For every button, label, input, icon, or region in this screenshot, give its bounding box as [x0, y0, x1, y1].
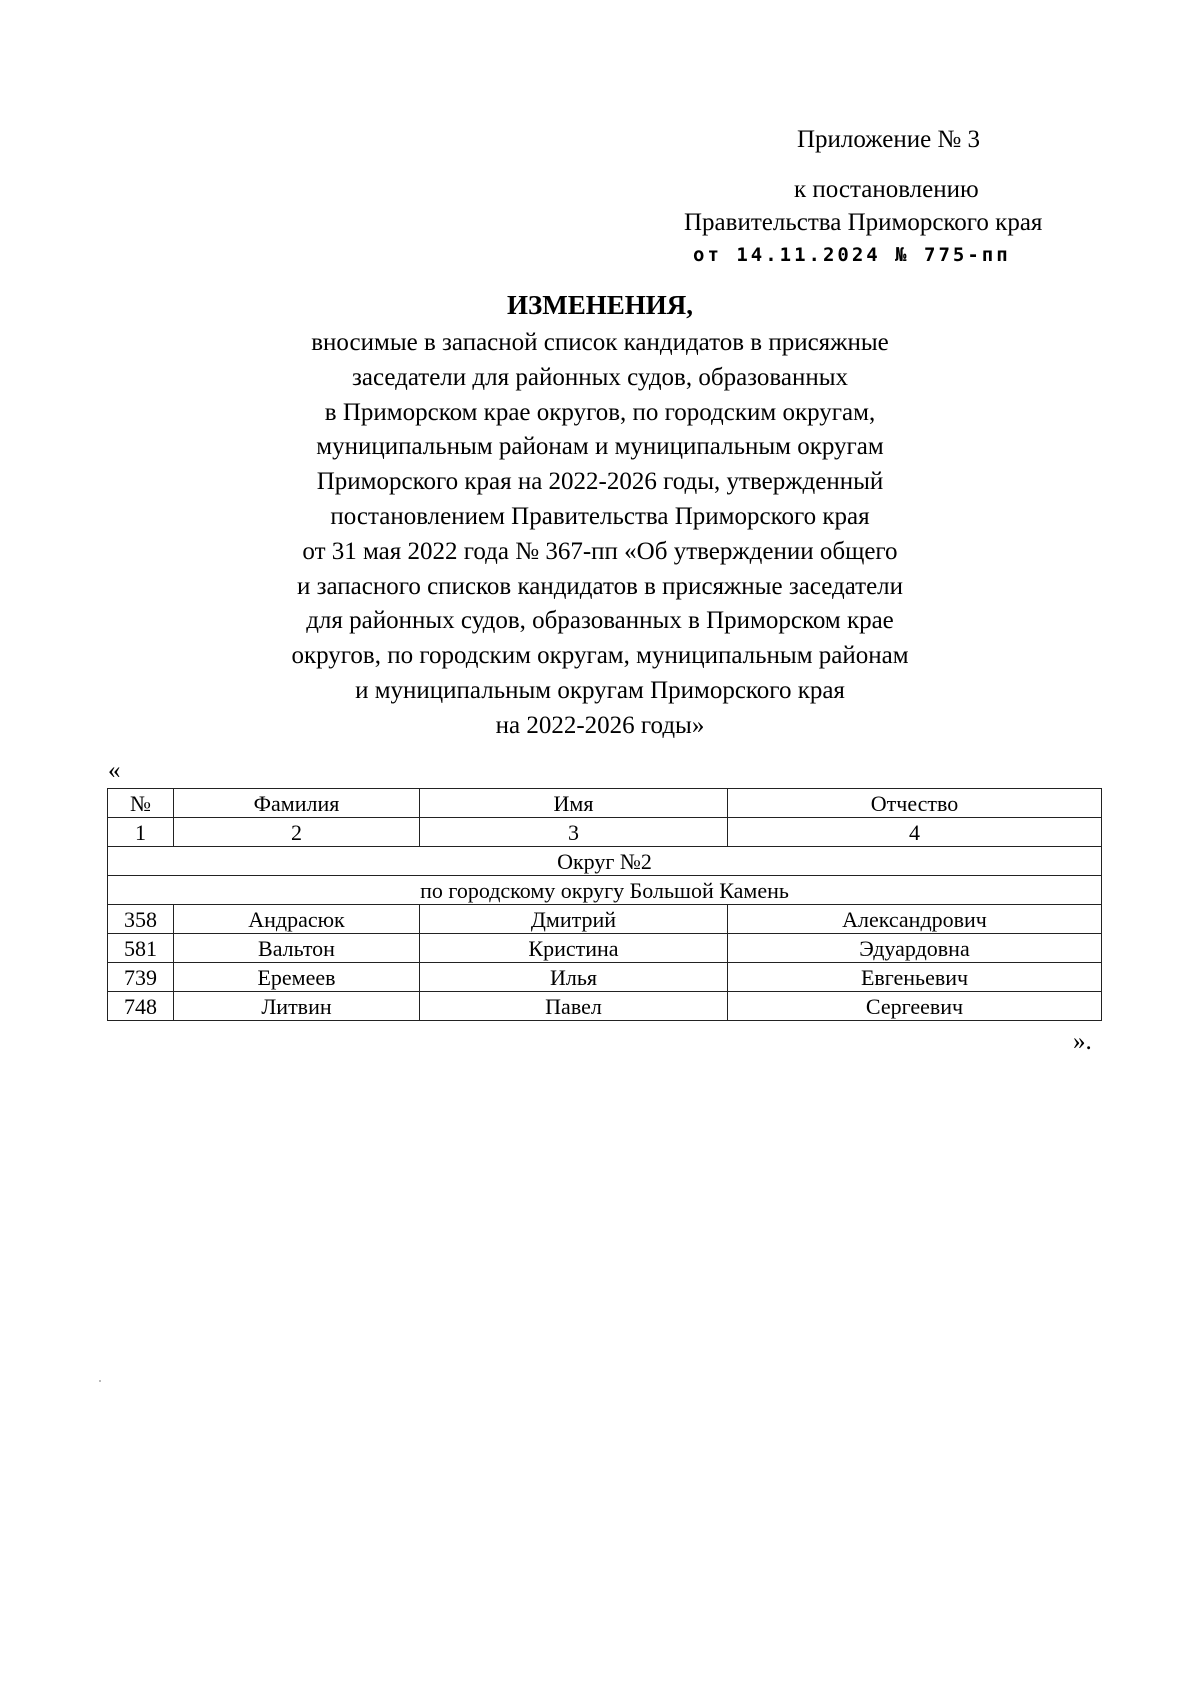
row-surname: Вальтон — [174, 934, 420, 963]
row-patronymic: Евгеньевич — [728, 963, 1102, 992]
subtitle-line: в Приморском крае округов, по городским округам, — [324, 398, 876, 426]
document-subtitle — [150, 326, 1050, 744]
column-number: 2 — [174, 818, 420, 847]
subtitle-line: вносимые в запасной список кандидатов в присяжные — [311, 329, 889, 356]
column-number-row — [108, 818, 1102, 847]
table-row — [108, 934, 1102, 963]
subtitle-line: округов, по городским округам, муниципальным районам — [291, 642, 909, 670]
header-surname: Фамилия — [174, 789, 420, 818]
row-number: 581 — [108, 934, 174, 963]
subtitle-line: Приморского края на 2022-2026 годы, утвержденный — [316, 468, 884, 496]
column-number: 1 — [108, 818, 174, 847]
open-quote: « — [108, 757, 121, 784]
row-number: 739 — [108, 963, 174, 992]
column-number: 3 — [420, 818, 728, 847]
row-name: Дмитрий — [420, 905, 728, 934]
header-patronymic: Отчество — [728, 789, 1102, 818]
subtitle-line: и запасного списков кандидатов в присяжные заседатели — [296, 572, 904, 600]
appendix-label: Приложение № 3 — [797, 126, 981, 153]
district-subtitle: по городскому округу Большой Камень — [108, 876, 1102, 905]
subtitle-line: для районных судов, образованных в Приморском крае — [306, 607, 894, 635]
close-quote: ». — [1073, 1028, 1092, 1055]
row-surname: Андрасюк — [174, 905, 420, 934]
row-name: Илья — [420, 963, 728, 992]
header-name: Имя — [420, 789, 728, 818]
district-title: Округ №2 — [108, 847, 1102, 876]
subtitle-line: и муниципальным округам Приморского края — [355, 676, 845, 704]
table-row — [108, 992, 1102, 1021]
subtitle-line: на 2022-2026 годы» — [495, 711, 705, 739]
candidates-table — [107, 788, 1102, 1021]
row-name: Павел — [420, 992, 728, 1021]
column-number: 4 — [728, 818, 1102, 847]
table-header-row — [108, 789, 1102, 818]
header-number: № — [108, 789, 174, 818]
row-patronymic: Эдуардовна — [728, 934, 1102, 963]
table-row — [108, 905, 1102, 934]
district-subtitle-row — [108, 876, 1102, 905]
district-row — [108, 847, 1102, 876]
decree-reference-line: к постановлению — [794, 176, 979, 203]
scan-speck — [99, 1380, 101, 1382]
row-number: 748 — [108, 992, 174, 1021]
document-title: ИЗМЕНЕНИЯ, — [506, 290, 693, 320]
row-surname: Литвин — [174, 992, 420, 1021]
table-row — [108, 963, 1102, 992]
government-line: Правительства Приморского края — [684, 209, 1043, 236]
decree-number-stamp: от 14.11.2024 № 775-пп — [693, 244, 1011, 266]
row-number: 358 — [108, 905, 174, 934]
row-surname: Еремеев — [174, 963, 420, 992]
subtitle-line: заседатели для районных судов, образованных — [351, 363, 849, 391]
subtitle-line: постановлением Правительства Приморского края — [330, 502, 870, 530]
subtitle-line: от 31 мая 2022 года № 367-пп «Об утверждении общего — [302, 537, 898, 565]
subtitle-line: муниципальным районам и муниципальным округам — [316, 433, 884, 461]
row-name: Кристина — [420, 934, 728, 963]
row-patronymic: Сергеевич — [728, 992, 1102, 1021]
row-patronymic: Александрович — [728, 905, 1102, 934]
